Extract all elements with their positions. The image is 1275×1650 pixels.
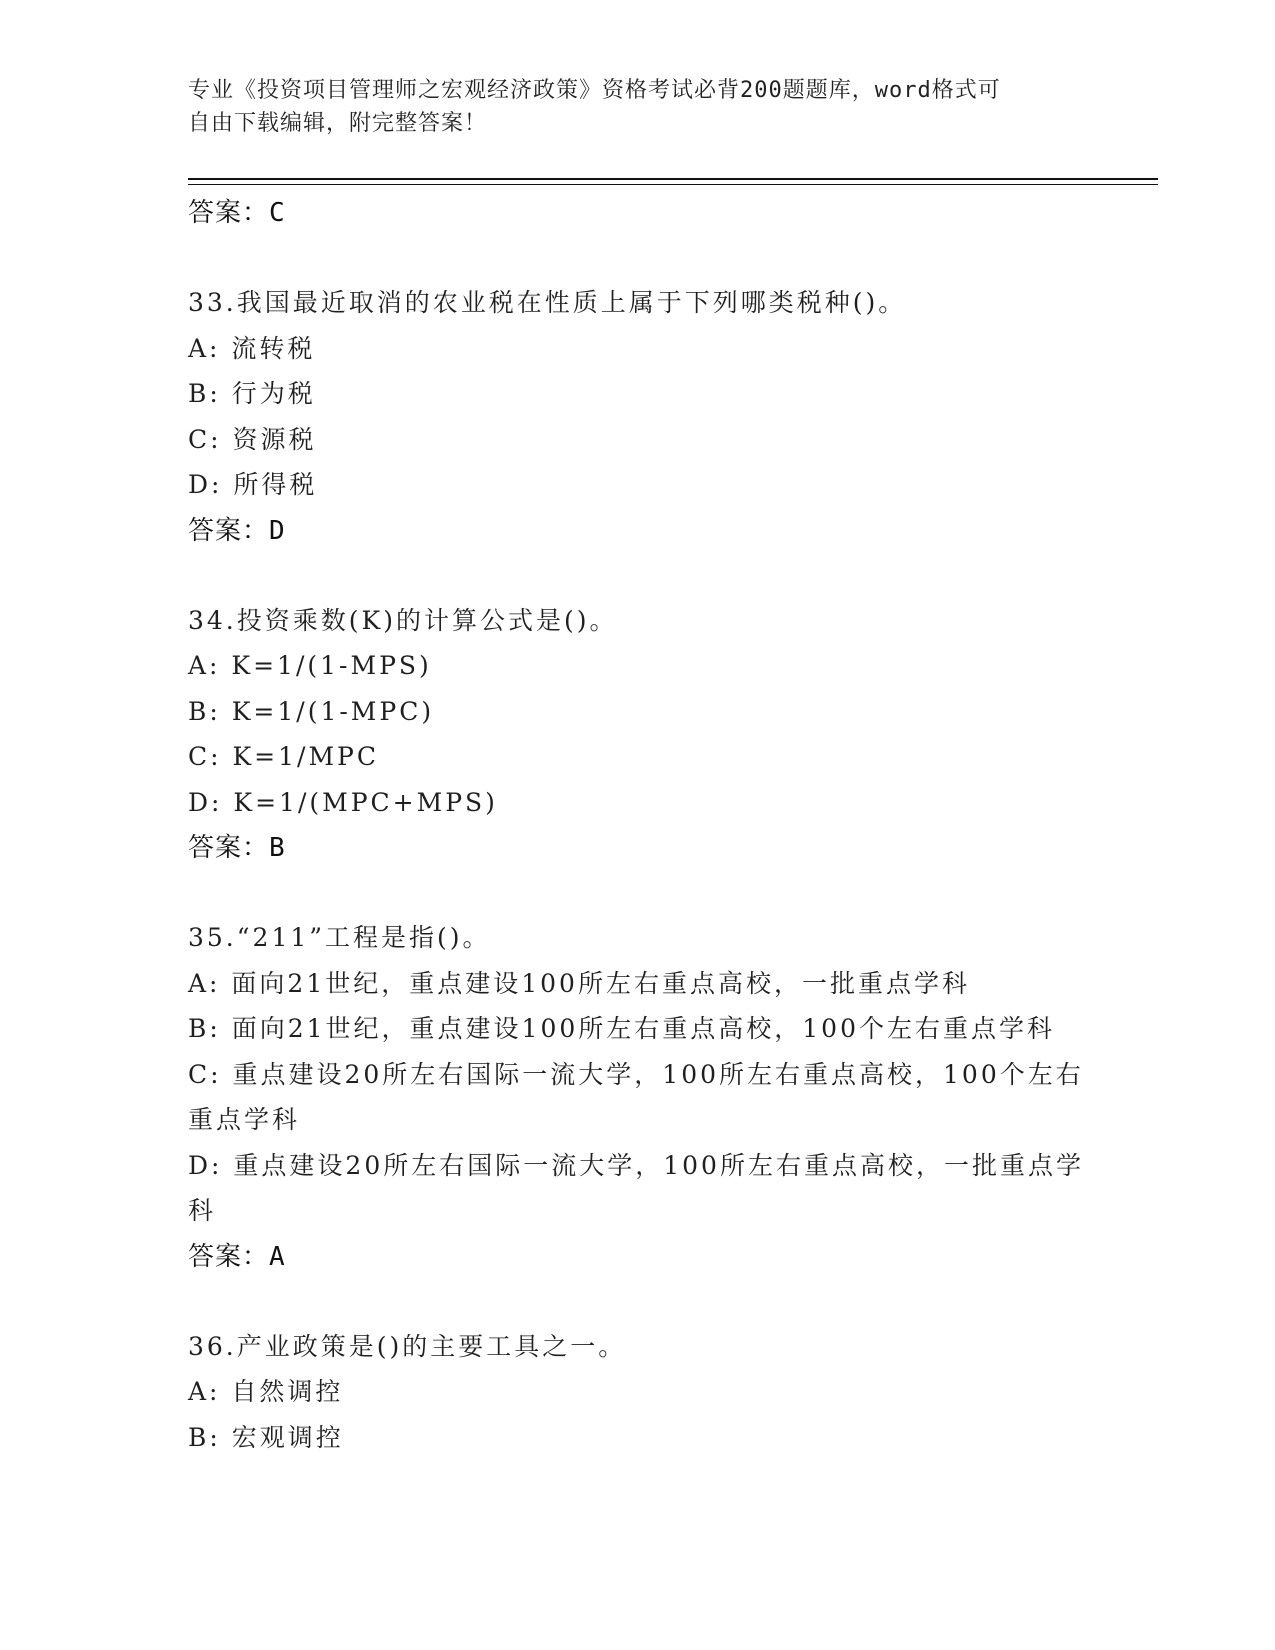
- header-line-1: 专业《投资项目管理师之宏观经济政策》资格考试必背200题题库，word格式可: [188, 78, 1001, 103]
- option-c: C: K=1/MPC: [188, 742, 379, 771]
- option-b: B: 行为税: [188, 379, 316, 408]
- question-stem: 33.我国最近取消的农业税在性质上属于下列哪类税种()。: [188, 288, 907, 317]
- header-divider-thick: [188, 178, 1158, 180]
- option-c: C: 重点建设20所左右国际一流大学，100所左右重点高校，100个左右重点学科: [188, 1059, 1084, 1134]
- question-stem: 36.产业政策是()的主要工具之一。: [188, 1331, 627, 1361]
- question-block: [188, 915, 1088, 1280]
- header-divider-thin: [188, 184, 1158, 185]
- option-b: B: 宏观调控: [188, 1422, 344, 1452]
- answer-line: 答案：B: [188, 833, 286, 863]
- option-c: C: 资源税: [188, 424, 317, 454]
- document-header: [188, 74, 1068, 140]
- question-stem: 35.“211”工程是指()。: [188, 923, 491, 952]
- question-block: [188, 1324, 1088, 1461]
- question-stem: 34.投资乘数(K)的计算公式是()。: [188, 605, 618, 635]
- option-b: B: 面向21世纪，重点建设100所左右重点高校，100个左右重点学科: [188, 1014, 1055, 1043]
- spacer: [188, 554, 1088, 598]
- option-a: A: 自然调控: [188, 1377, 344, 1406]
- option-d: D: 所得税: [188, 470, 318, 499]
- spacer: [188, 1280, 1088, 1324]
- answer-line: 答案：D: [188, 515, 286, 546]
- header-line-2: 自由下载编辑，附完整答案！: [188, 111, 488, 136]
- question-block: [188, 598, 1088, 872]
- option-a: A: K=1/(1-MPS): [188, 651, 432, 680]
- option-a: A: 面向21世纪，重点建设100所左右重点高校，一批重点学科: [188, 968, 970, 998]
- answer-line: 答案：C: [188, 198, 286, 228]
- spacer: [188, 236, 1088, 280]
- question-list: [188, 190, 1088, 1460]
- option-b: B: K=1/(1-MPC): [188, 696, 435, 726]
- option-d: D: K=1/(MPC+MPS): [188, 787, 498, 817]
- option-a: A: 流转税: [188, 333, 316, 363]
- option-d: D: 重点建设20所左右国际一流大学，100所左右重点高校，一批重点学科: [188, 1150, 1084, 1225]
- question-block: [188, 280, 1088, 554]
- answer-line: 答案：A: [188, 1241, 286, 1272]
- spacer: [188, 871, 1088, 915]
